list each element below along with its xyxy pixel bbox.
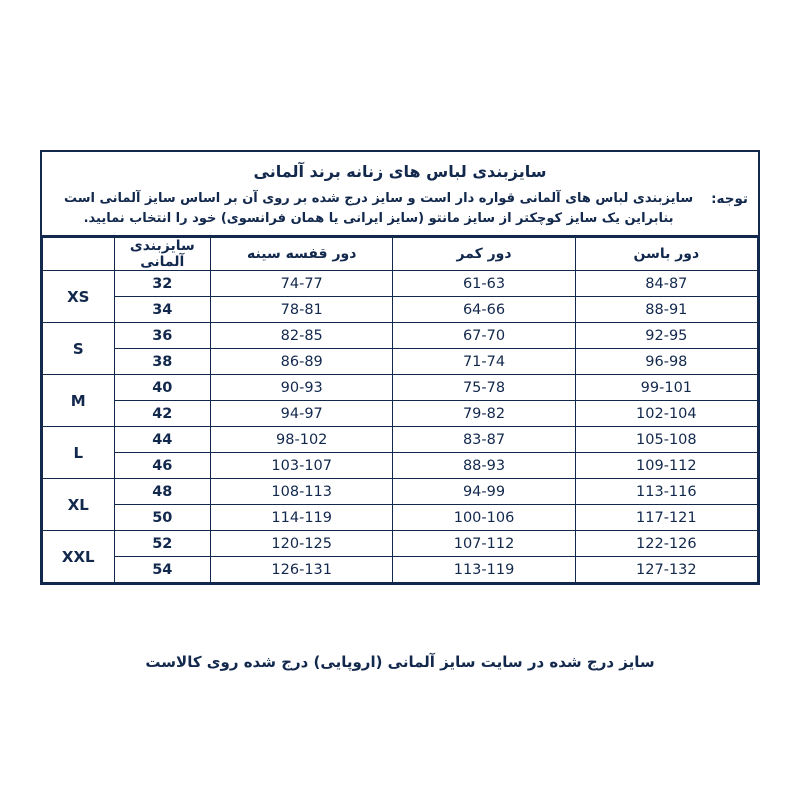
cell-hips: 113-116	[575, 479, 757, 505]
cell-german-size: 54	[114, 557, 211, 583]
cell-letter-size: L	[43, 427, 115, 479]
table-head	[43, 238, 758, 271]
column-header-german-size: سایزبندی آلمانی	[114, 238, 211, 271]
cell-chest: 94-97	[211, 401, 393, 427]
cell-waist: 61-63	[393, 271, 575, 297]
cell-waist: 79-82	[393, 401, 575, 427]
cell-letter-size: M	[43, 375, 115, 427]
cell-waist: 67-70	[393, 323, 575, 349]
note-label: توجه:	[711, 191, 748, 207]
cell-letter-size: XXL	[43, 531, 115, 583]
cell-german-size: 40	[114, 375, 211, 401]
cell-chest: 120-125	[211, 531, 393, 557]
cell-chest: 86-89	[211, 349, 393, 375]
cell-hips: 105-108	[575, 427, 757, 453]
cell-german-size: 34	[114, 297, 211, 323]
cell-hips: 127-132	[575, 557, 757, 583]
cell-german-size: 38	[114, 349, 211, 375]
cell-german-size: 42	[114, 401, 211, 427]
cell-waist: 94-99	[393, 479, 575, 505]
cell-chest: 126-131	[211, 557, 393, 583]
table-row	[43, 505, 758, 531]
table-row	[43, 531, 758, 557]
table-row	[43, 349, 758, 375]
table-row	[43, 479, 758, 505]
table-row	[43, 453, 758, 479]
table-row	[43, 323, 758, 349]
table-body	[43, 271, 758, 583]
cell-waist: 100-106	[393, 505, 575, 531]
cell-chest: 78-81	[211, 297, 393, 323]
cell-chest: 114-119	[211, 505, 393, 531]
cell-hips: 109-112	[575, 453, 757, 479]
table-row	[43, 427, 758, 453]
note-line-1: سایزبندی لباس های آلمانی قواره دار است و سایز درج شده بر روی آن بر اساس سایز آلمانی است	[63, 191, 694, 206]
column-header-chest: دور قفسه سینه	[211, 238, 393, 271]
cell-letter-size: S	[43, 323, 115, 375]
cell-german-size: 48	[114, 479, 211, 505]
cell-hips: 102-104	[575, 401, 757, 427]
column-header-letter-size	[43, 238, 115, 271]
cell-letter-size: XS	[43, 271, 115, 323]
cell-chest: 82-85	[211, 323, 393, 349]
cell-hips: 122-126	[575, 531, 757, 557]
note-line-2: بنابراین یک سایز کوچکتر از سایز مانتو (سایز ایرانی یا همان فرانسوی) خود را انتخاب نمایید.	[83, 211, 674, 227]
cell-hips: 84-87	[575, 271, 757, 297]
cell-letter-size: XL	[43, 479, 115, 531]
note-text	[52, 189, 705, 229]
cell-hips: 117-121	[575, 505, 757, 531]
table-header-row	[43, 238, 758, 271]
cell-chest: 103-107	[211, 453, 393, 479]
table-row	[43, 271, 758, 297]
cell-waist: 75-78	[393, 375, 575, 401]
cell-waist: 71-74	[393, 349, 575, 375]
cell-hips: 96-98	[575, 349, 757, 375]
cell-chest: 108-113	[211, 479, 393, 505]
table-row	[43, 557, 758, 583]
table-row	[43, 297, 758, 323]
cell-hips: 99-101	[575, 375, 757, 401]
cell-chest: 98-102	[211, 427, 393, 453]
cell-hips: 92-95	[575, 323, 757, 349]
cell-german-size: 52	[114, 531, 211, 557]
size-table	[42, 237, 758, 583]
cell-waist: 64-66	[393, 297, 575, 323]
cell-waist: 107-112	[393, 531, 575, 557]
cell-german-size: 44	[114, 427, 211, 453]
cell-german-size: 36	[114, 323, 211, 349]
chart-title: سایزبندی لباس های زنانه برند آلمانی	[253, 162, 547, 181]
note-block	[42, 189, 758, 237]
cell-german-size: 32	[114, 271, 211, 297]
column-header-hips: دور باسن	[575, 238, 757, 271]
cell-waist: 88-93	[393, 453, 575, 479]
column-header-waist: دور کمر	[393, 238, 575, 271]
cell-german-size: 46	[114, 453, 211, 479]
table-row	[43, 401, 758, 427]
cell-chest: 90-93	[211, 375, 393, 401]
cell-chest: 74-77	[211, 271, 393, 297]
size-chart-frame	[40, 150, 760, 585]
cell-german-size: 50	[114, 505, 211, 531]
cell-waist: 113-119	[393, 557, 575, 583]
footer-note: سایز درج شده در سایت سایز آلمانی (اروپایی) درج شده روی کالاست	[145, 653, 655, 671]
table-row	[43, 375, 758, 401]
cell-waist: 83-87	[393, 427, 575, 453]
cell-hips: 88-91	[575, 297, 757, 323]
